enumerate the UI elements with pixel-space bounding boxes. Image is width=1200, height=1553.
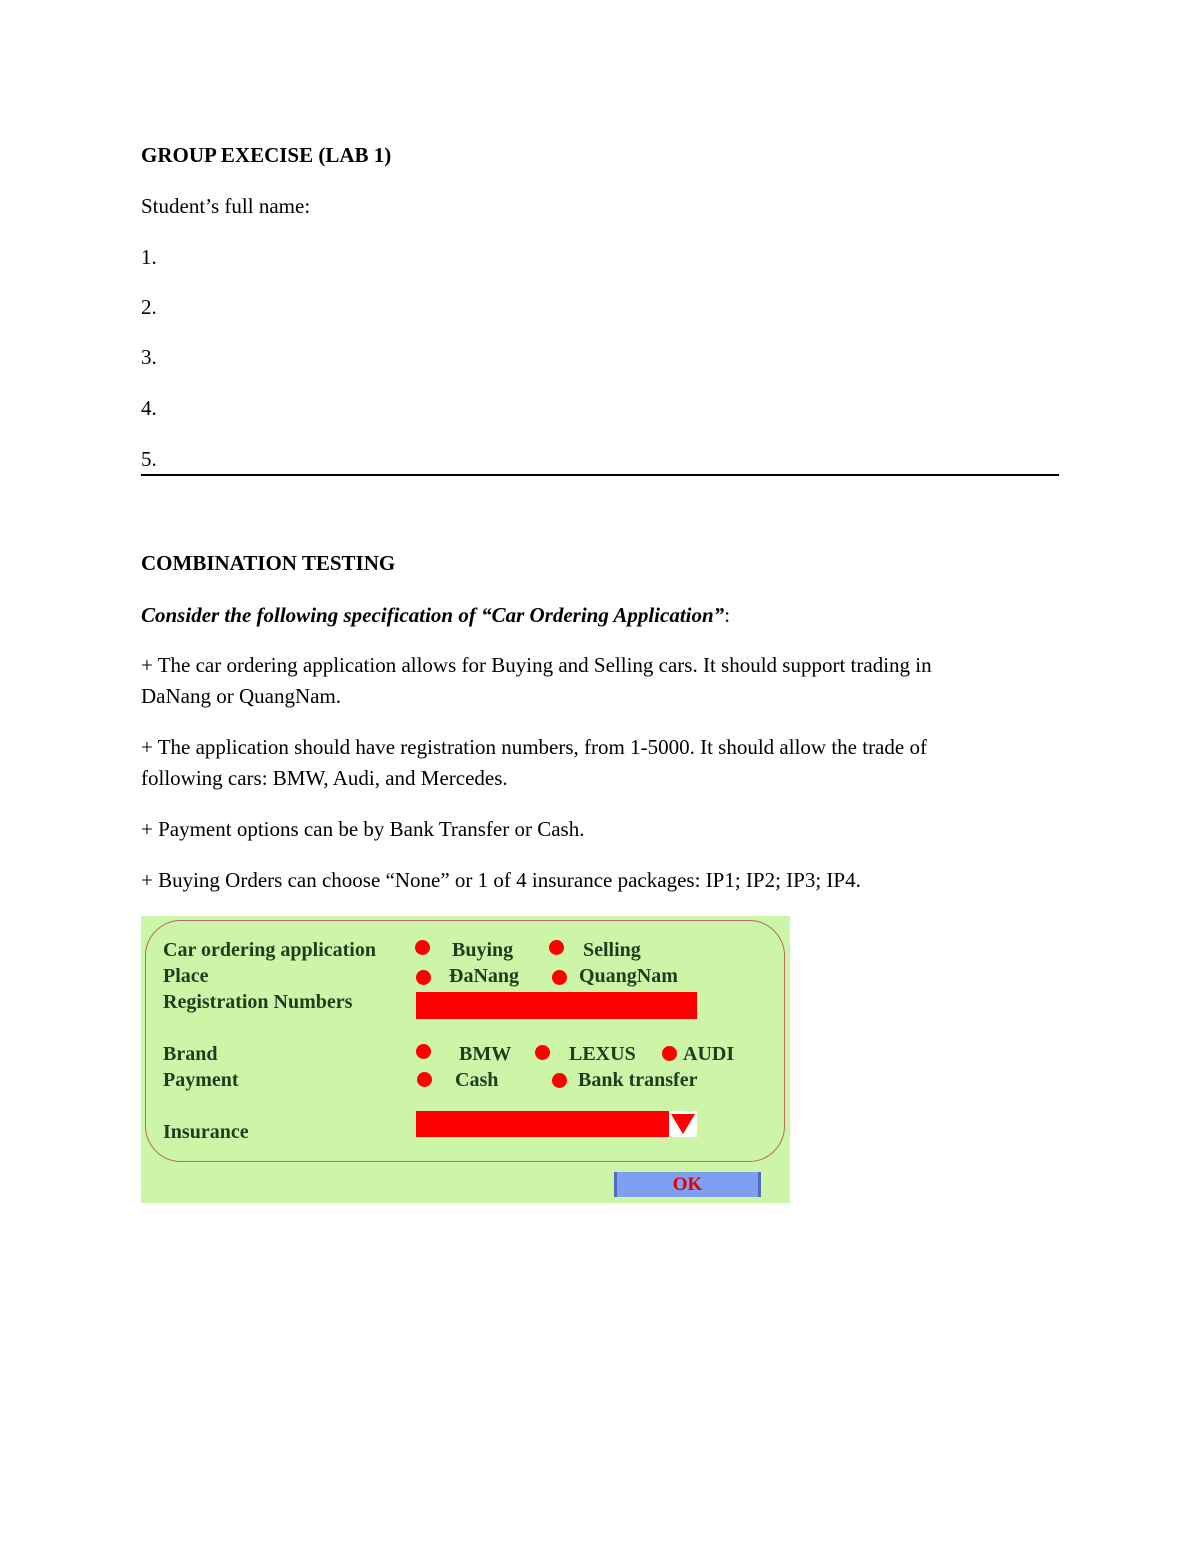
radio-audi[interactable] — [662, 1046, 677, 1061]
student-name-label: Student’s full name: — [141, 194, 311, 218]
option-quangnam-label: QuangNam — [579, 965, 678, 987]
bullet-1-line-1: + The car ordering application allows for Buying and Selling cars. It should support trading in — [141, 653, 932, 677]
bullet-2-line-1: + The application should have registration numbers, from 1-5000. It should allow the trade of — [141, 735, 927, 759]
bullet-3: + Payment options can be by Bank Transfer or Cash. — [141, 817, 585, 841]
option-lexus-label: LEXUS — [569, 1043, 636, 1065]
radio-bank-transfer[interactable] — [552, 1073, 567, 1088]
section-heading: COMBINATION TESTING — [141, 551, 396, 575]
chevron-down-icon — [669, 1111, 697, 1137]
spec-intro-emphasis: Consider the following specification of “Car Ordering Application” — [141, 603, 725, 627]
label-payment: Payment — [163, 1069, 239, 1091]
bullet-1-line-2: DaNang or QuangNam. — [141, 684, 342, 708]
insurance-dropdown-button[interactable] — [669, 1111, 697, 1137]
label-insurance: Insurance — [163, 1121, 249, 1143]
label-car-ordering-application: Car ordering application — [163, 939, 376, 961]
student-number-1: 1. — [141, 245, 157, 269]
bullet-2-line-2: following cars: BMW, Audi, and Mercedes. — [141, 766, 508, 790]
label-registration-numbers: Registration Numbers — [163, 991, 353, 1013]
option-selling-label: Selling — [583, 939, 641, 961]
divider-line — [141, 474, 1059, 476]
radio-buying[interactable] — [415, 940, 430, 955]
bullet-4: + Buying Orders can choose “None” or 1 of 4 insurance packages: IP1; IP2; IP3; IP4. — [141, 868, 861, 892]
student-number-3: 3. — [141, 345, 157, 369]
option-bmw-label: BMW — [459, 1043, 512, 1065]
radio-cash[interactable] — [417, 1072, 432, 1087]
spec-intro-tail: : — [724, 603, 731, 627]
car-order-form-figure — [141, 916, 790, 1203]
student-number-2: 2. — [141, 295, 157, 319]
insurance-select[interactable] — [416, 1111, 669, 1137]
radio-selling[interactable] — [549, 940, 564, 955]
option-buying-label: Buying — [452, 939, 514, 961]
option-cash-label: Cash — [455, 1069, 499, 1091]
document-title: GROUP EXECISE (LAB 1) — [141, 143, 392, 167]
student-number-4: 4. — [141, 396, 157, 420]
registration-number-input[interactable] — [416, 992, 697, 1019]
radio-danang[interactable] — [416, 970, 431, 985]
ok-button[interactable]: OK — [614, 1172, 761, 1197]
option-danang-label: ĐaNang — [449, 965, 520, 987]
radio-lexus[interactable] — [535, 1045, 550, 1060]
label-brand: Brand — [163, 1043, 218, 1065]
student-number-5: 5. — [141, 447, 157, 471]
option-bank-transfer-label: Bank transfer — [578, 1069, 698, 1091]
label-place: Place — [163, 965, 209, 987]
radio-quangnam[interactable] — [552, 970, 567, 985]
option-audi-label: AUDI — [683, 1043, 735, 1065]
radio-bmw[interactable] — [416, 1044, 431, 1059]
spec-intro — [141, 600, 730, 631]
